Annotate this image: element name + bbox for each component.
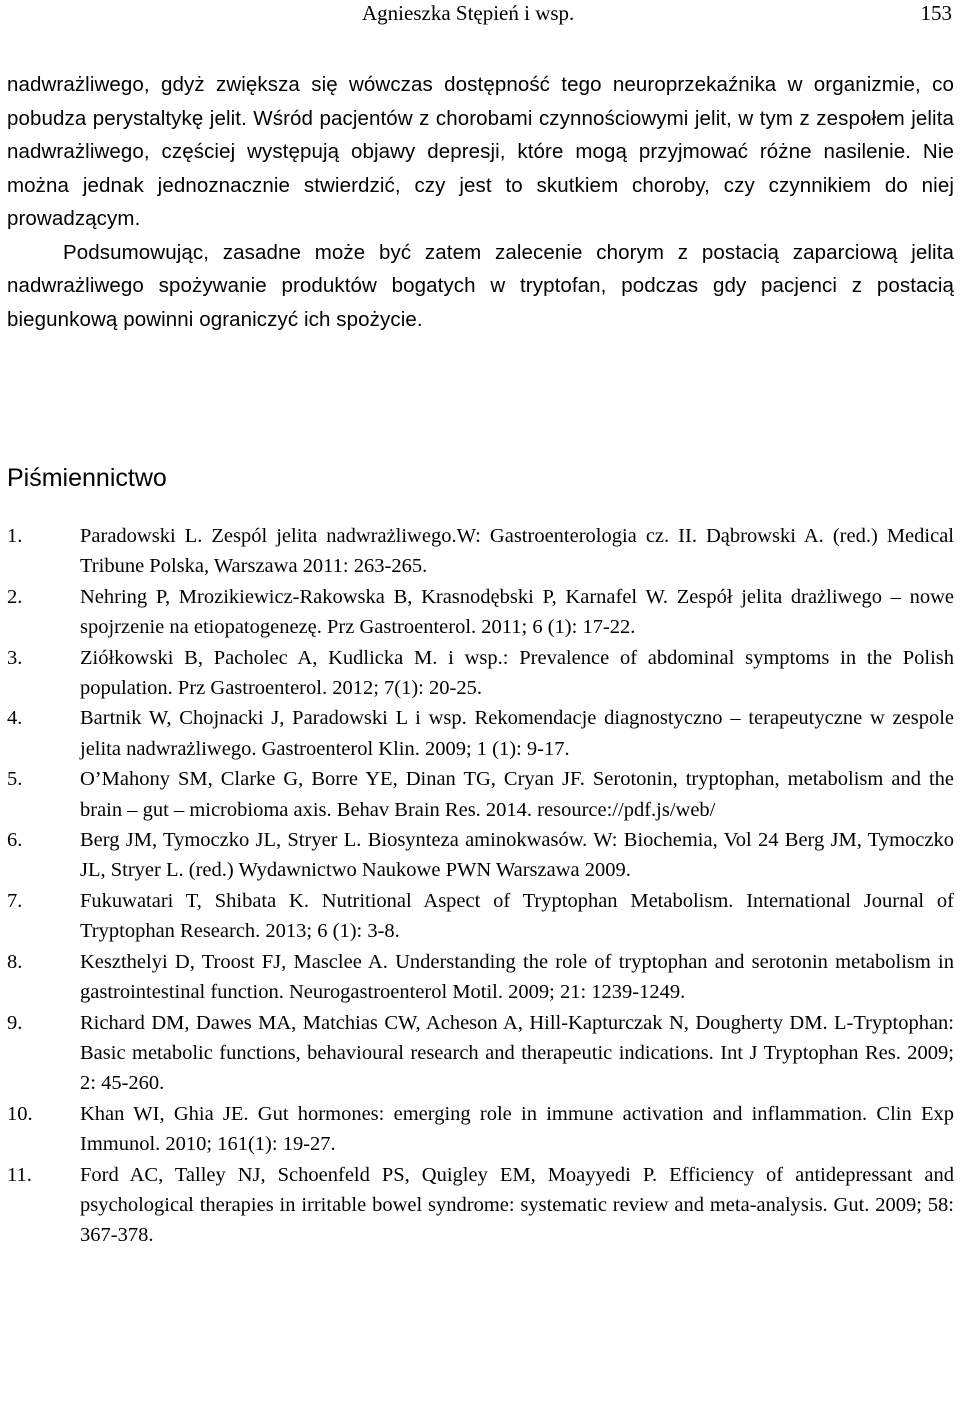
header-author: Agnieszka Stępień i wsp. <box>362 1 575 25</box>
reference-item <box>7 703 954 764</box>
reference-item <box>7 1008 954 1099</box>
reference-number: 5. <box>7 768 23 791</box>
reference-number: 11. <box>7 1163 32 1186</box>
reference-number: 2. <box>7 585 23 608</box>
reference-number: 9. <box>7 1011 23 1034</box>
reference-item <box>7 764 954 825</box>
reference-text: Ziółkowski B, Pacholec A, Kudlicka M. i wsp.: Prevalence of abdominal symptoms in the Polish population. Prz Gastroenterol. 2012; 7(1): 20-25. <box>80 646 954 700</box>
reference-item <box>7 947 954 1008</box>
reference-number: 6. <box>7 829 23 852</box>
reference-item <box>7 582 954 643</box>
reference-text: O’Mahony SM, Clarke G, Borre YE, Dinan TG, Cryan JF. Serotonin, tryptophan, metabolism and the brain – gut – microbioma axis. Behav Brain Res. 2014. resource://pdf.js/web/ <box>80 768 954 821</box>
running-header <box>7 0 954 26</box>
reference-item <box>7 825 954 886</box>
reference-item <box>7 521 954 582</box>
body-paragraph: Podsumowując, zasadne może być zatem zalecenie chorym z postacią zaparciową jelita nadwrażliwego spożywanie produktów bogatych w tryptofan, podczas gdy pacjenci z postacią biegunkową powinni ograniczyć ich spożycie. <box>7 240 954 331</box>
reference-text: Richard DM, Dawes MA, Matchias CW, Acheson A, Hill-Kapturczak N, Dougherty DM. L-Tryptophan: Basic metabolic functions, behavioural research and therapeutic indications. Int J Tryptophan Res. 2009; 2: 45-260. <box>80 1011 954 1095</box>
reference-text: Ford AC, Talley NJ, Schoenfeld PS, Quigley EM, Moayyedi P. Efficiency of antidepressant and psychological therapies in irritable bowel syndrome: systematic review and meta-analysis. Gut. 2009; 58: 367-378. <box>80 1163 954 1247</box>
reference-number: 7. <box>7 889 23 912</box>
references-title: Piśmiennictwo <box>7 464 167 492</box>
reference-item <box>7 1160 954 1251</box>
reference-list <box>7 521 954 1251</box>
reference-item <box>7 886 954 947</box>
reference-number: 4. <box>7 707 23 730</box>
reference-item <box>7 1099 954 1160</box>
reference-text: Khan WI, Ghia JE. Gut hormones: emerging role in immune activation and inflammation. Clin Exp Immunol. 2010; 161(1): 19-27. <box>80 1102 954 1156</box>
reference-item <box>7 643 954 704</box>
body-paragraph: nadwrażliwego, gdyż zwiększa się wówczas dostępność tego neuroprzekaźnika w organizmie, co pobudza perystaltykę jelit. Wśród pacjentów z chorobami czynnościowymi jelit, w tym z zespołem jelita nadwrażliwego, częściej występują objawy depresji, które mogą przyjmować różne nasilenie. Nie można jednak jednoznacznie stwierdzić, czy jest to skutkiem choroby, czy czynnikiem do niej prowadzącym. <box>7 73 954 230</box>
body-text <box>7 68 954 336</box>
page-number: 153 <box>920 1 952 25</box>
reference-text: Keszthelyi D, Troost FJ, Masclee A. Understanding the role of tryptophan and serotonin metabolism in gastrointestinal function. Neurogastroenterol Motil. 2009; 21: 1239-1249. <box>80 950 954 1004</box>
reference-number: 1. <box>7 525 23 547</box>
reference-text: Bartnik W, Chojnacki J, Paradowski L i wsp. Rekomendacje diagnostyczno – terapeutyczne w zespole jelita nadwrażliwego. Gastroenterol Klin. 2009; 1 (1): 9-17. <box>80 707 954 760</box>
reference-number: 10. <box>7 1102 33 1125</box>
reference-text: Nehring P, Mrozikiewicz-Rakowska B, Krasnodębski P, Karnafel W. Zespół jelita drażliwego – nowe spojrzenie na etiopatogenezę. Prz Gastroenterol. 2011; 6 (1): 17-22. <box>80 585 954 639</box>
reference-text: Fukuwatari T, Shibata K. Nutritional Aspect of Tryptophan Metabolism. International Journal of Tryptophan Research. 2013; 6 (1): 3-8. <box>80 889 954 943</box>
reference-text: Paradowski L. Zespól jelita nadwrażliwego.W: Gastroenterologia cz. II. Dąbrowski A. (red.) Medical Tribune Polska, Warszawa 2011: 263-265. <box>80 525 954 578</box>
reference-number: 3. <box>7 646 23 669</box>
reference-text: Berg JM, Tymoczko JL, Stryer L. Biosynteza aminokwasów. W: Biochemia, Vol 24 Berg JM, Tymoczko JL, Stryer L. (red.) Wydawnictwo Naukowe PWN Warszawa 2009. <box>80 829 954 882</box>
reference-number: 8. <box>7 950 23 973</box>
